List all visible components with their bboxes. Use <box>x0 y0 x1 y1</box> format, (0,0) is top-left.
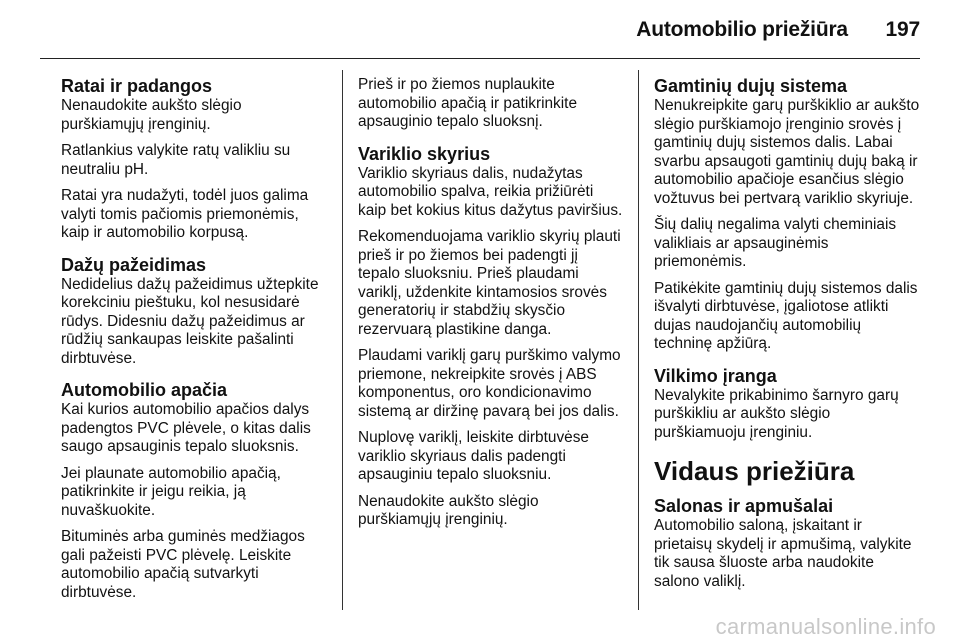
column-divider-2 <box>638 70 639 610</box>
section-heading: Variklio skyrius <box>358 143 491 164</box>
section-natural-gas-system <box>654 76 920 354</box>
section-heading: Dažų pažeidimas <box>61 254 207 275</box>
paragraph: Prieš ir po žiemos nuplaukite automobilio apačią ir patikrinkite apsauginio tepalo sluoksnį. <box>358 76 578 130</box>
header-rule <box>40 58 920 59</box>
paragraph: Nenukreipkite garų purškiklio ar aukšto slėgio purškiamojo įrenginio srovės į gamtinių dujų sistemos dalis. Labai svarbu apsaugoti gamtinių dujų baką ir automobilio apačioje esančius slėgio vožtuvus bei pertvarą variklio skyriuje. <box>654 97 920 207</box>
chapter-heading: Vidaus priežiūra <box>654 456 855 486</box>
paragraph: Ratlankius valykite ratų valikliu su neutraliu pH. <box>61 142 291 178</box>
section-underbody <box>61 380 327 602</box>
section-heading: Vilkimo įranga <box>654 365 777 386</box>
section-engine-compartment <box>358 144 624 530</box>
paragraph: Nuplovę variklį, leiskite dirbtuvėse variklio skyriaus dalis padengti apsauginiu tepalo sluoksniu. <box>358 429 589 483</box>
watermark: carmanualsonline.info <box>715 614 936 639</box>
paragraph: Patikėkite gamtinių dujų sistemos dalis išvalyti dirbtuvėse, įgaliotose atlikti dujas naudojančių automobilių techninę apžiūrą. <box>654 279 918 352</box>
page-title: Automobilio priežiūra <box>636 18 848 41</box>
page-number: 197 <box>885 18 920 41</box>
column-3 <box>654 76 920 599</box>
paragraph: Ratai yra nudažyti, todėl juos galima valyti tomis pačiomis priemonėmis, kaip ir automobilio korpusą. <box>61 187 309 241</box>
paragraph: Kai kurios automobilio apačios dalys padengtos PVC plėvele, o kitas dalis saugo apsauginis tepalo sluoksnis. <box>61 401 311 455</box>
section-heading: Salonas ir apmušalai <box>654 496 834 516</box>
paragraph: Automobilio saloną, įskaitant ir prietaisų skydelį ir apmušimą, valykite tik sausa šluoste arba naudokite salono valiklį. <box>654 517 912 590</box>
section-heading: Ratai ir padangos <box>61 76 213 96</box>
section-paint-damage <box>61 255 327 369</box>
section-heading: Automobilio apačia <box>61 380 228 400</box>
section-wheels-tyres <box>61 76 327 243</box>
column-1 <box>61 76 327 610</box>
page-header <box>636 18 920 42</box>
paragraph: Nenaudokite aukšto slėgio purškiamųjų įrenginių. <box>61 97 242 133</box>
paragraph: Jei plaunate automobilio apačią, patikrinkite ir jeigu reikia, ją nuvaškuokite. <box>61 464 281 519</box>
paragraph: Variklio skyriaus dalis, nudažytas automobilio spalva, reikia prižiūrėti kaip bet kokius kitus dažytus paviršius. <box>358 164 623 219</box>
paragraph: Nenaudokite aukšto slėgio purškiamųjų įrenginių. <box>358 492 539 528</box>
paragraph: Nevalykite prikabinimo šarnyro garų purškikliu ar aukšto slėgio purškiamuoju įrenginiu. <box>654 386 899 441</box>
column-divider-1 <box>342 70 343 610</box>
paragraph: Plaudami variklį garų purškimo valymo priemone, nekreipkite srovės į ABS komponentus, oro kondicionavimo sistemą ar diržinę pavarą bei jos dalis. <box>358 347 621 420</box>
section-towing-equipment <box>654 366 920 443</box>
paragraph: Bituminės arba guminės medžiagos gali pažeisti PVC plėvelę. Leiskite automobilio apačią sutvarkyti dirbtuvėse. <box>61 528 305 601</box>
paragraph: Šių dalių negalima valyti cheminiais valikliais ar apsauginėmis priemonėmis. <box>654 216 897 270</box>
column-2 <box>358 76 624 538</box>
section-heading: Gamtinių dujų sistema <box>654 76 848 96</box>
paragraph: Nedidelius dažų pažeidimus užtepkite korekciniu pieštuku, kol nesusidarė rūdys. Didesniu dažų pažeidimus ar rūdžių sankaupas leiskite pašalinti dirbtuvėse. <box>61 275 319 367</box>
paragraph: Rekomenduojama variklio skyrių plauti prieš ir po žiemos bei padengti jį tepalo sluoksniu. Prieš plaudami variklį, uždenkite kintamosios srovės generatorių ir stabdžių skysčio rezervuarą plastikine danga. <box>358 228 621 338</box>
chapter-interior-care <box>654 456 920 591</box>
